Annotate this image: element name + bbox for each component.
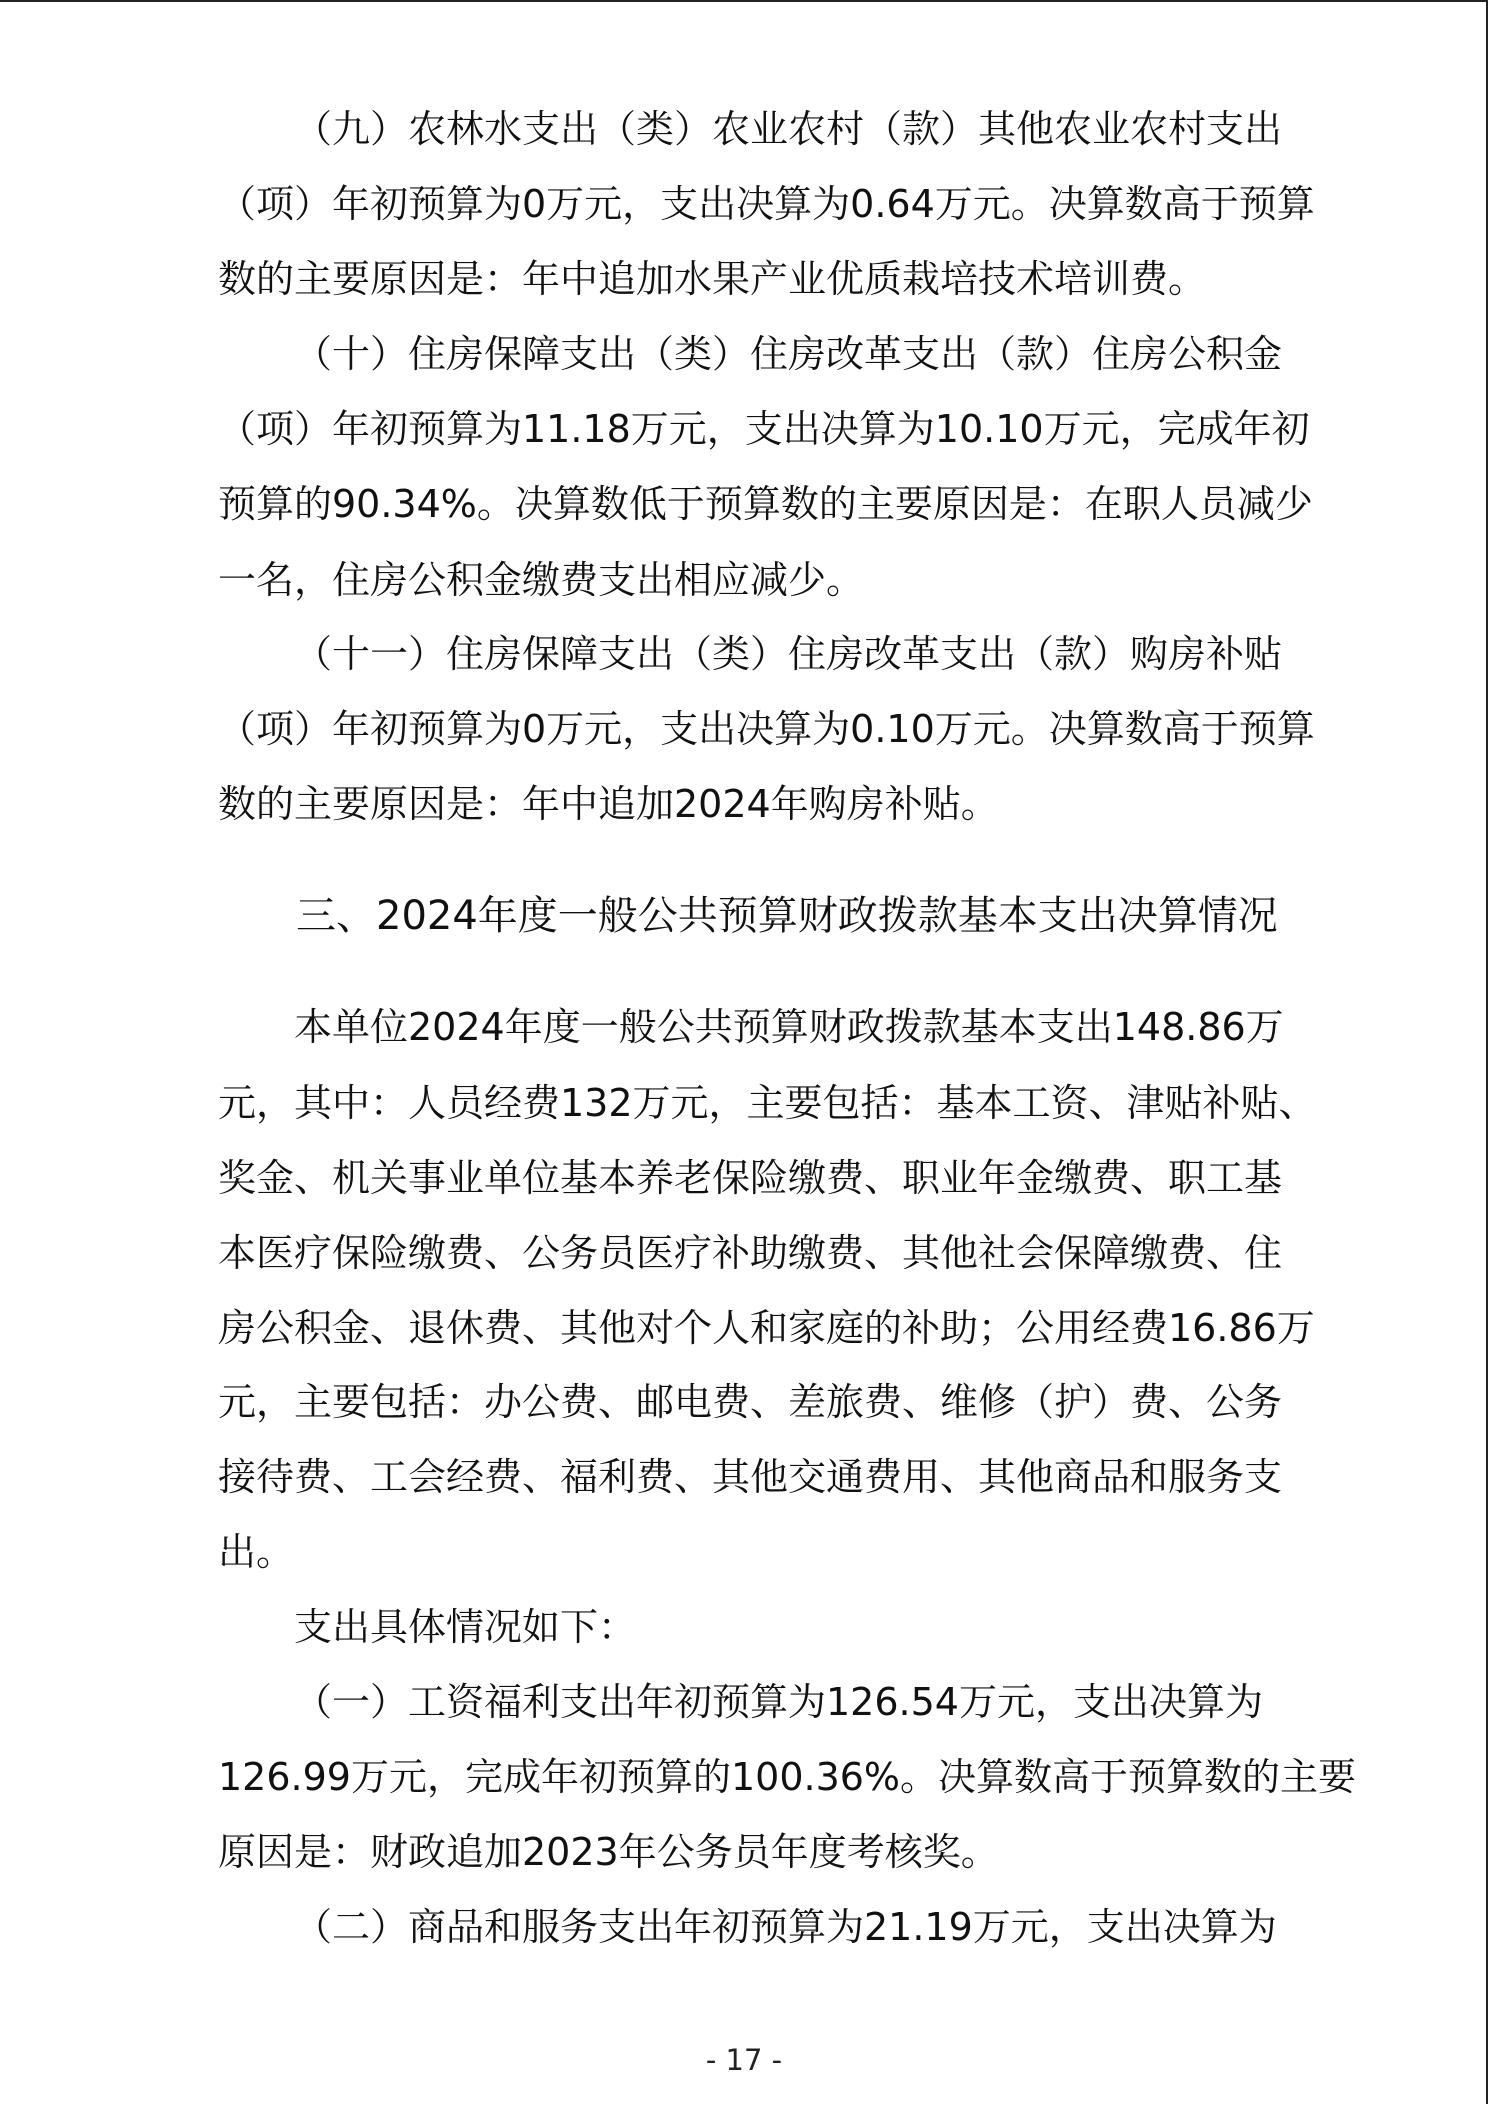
paragraph-line: 数的主要原因是：年中追加水果产业优质栽培技术培训费。 [218,257,1207,301]
paragraph-line: （十一）住房保障支出（类）住房改革支出（款）购房补贴 [294,632,1283,676]
paragraph-line: 房公积金、退休费、其他对个人和家庭的补助；公用经费16.86万 [218,1306,1315,1350]
paragraph-line: 出。 [218,1530,295,1574]
paragraph-line: 一名，住房公积金缴费支出相应减少。 [218,558,865,602]
paragraph-line: 数的主要原因是：年中追加2024年购房补贴。 [218,782,999,826]
paragraph-line: 元，其中：人员经费132万元，主要包括：基本工资、津贴补贴、 [218,1081,1317,1125]
page-top-edge [0,0,1488,2]
paragraph-line: 本单位2024年度一般公共预算财政拨款基本支出148.86万 [294,1005,1284,1049]
paragraph-line: （项）年初预算为11.18万元，支出决算为10.10万元，完成年初 [218,407,1310,451]
paragraph-line: 支出具体情况如下： [294,1605,637,1649]
paragraph-line: 元，主要包括：办公费、邮电费、差旅费、维修（护）费、公务 [218,1380,1283,1424]
paragraph-line: 本医疗保险缴费、公务员医疗补助缴费、其他社会保障缴费、住 [218,1231,1283,1275]
paragraph-line: 预算的90.34%。决算数低于预算数的主要原因是：在职人员减少 [218,482,1313,526]
paragraph-line: （二）商品和服务支出年初预算为21.19万元，支出决算为 [294,1905,1277,1949]
paragraph-line: 奖金、机关事业单位基本养老保险缴费、职业年金缴费、职工基 [218,1156,1283,1200]
paragraph-line: （项）年初预算为0万元，支出决算为0.10万元。决算数高于预算 [218,707,1315,751]
paragraph-line: （一）工资福利支出年初预算为126.54万元，支出决算为 [294,1680,1263,1724]
paragraph-line: 接待费、工会经费、福利费、其他交通费用、其他商品和服务支 [218,1455,1283,1499]
paragraph-line: 原因是：财政追加2023年公务员年度考核奖。 [218,1830,999,1874]
paragraph-line: （九）农林水支出（类）农业农村（款）其他农业农村支出 [294,107,1283,151]
section-heading: 三、2024年度一般公共预算财政拨款基本支出决算情况 [296,893,1278,939]
paragraph-line: （十）住房保障支出（类）住房改革支出（款）住房公积金 [294,332,1283,376]
paragraph-line: （项）年初预算为0万元，支出决算为0.64万元。决算数高于预算 [218,182,1315,226]
paragraph-line: 126.99万元，完成年初预算的100.36%。决算数高于预算数的主要 [218,1755,1357,1799]
page-number: - 17 - [705,2043,783,2077]
